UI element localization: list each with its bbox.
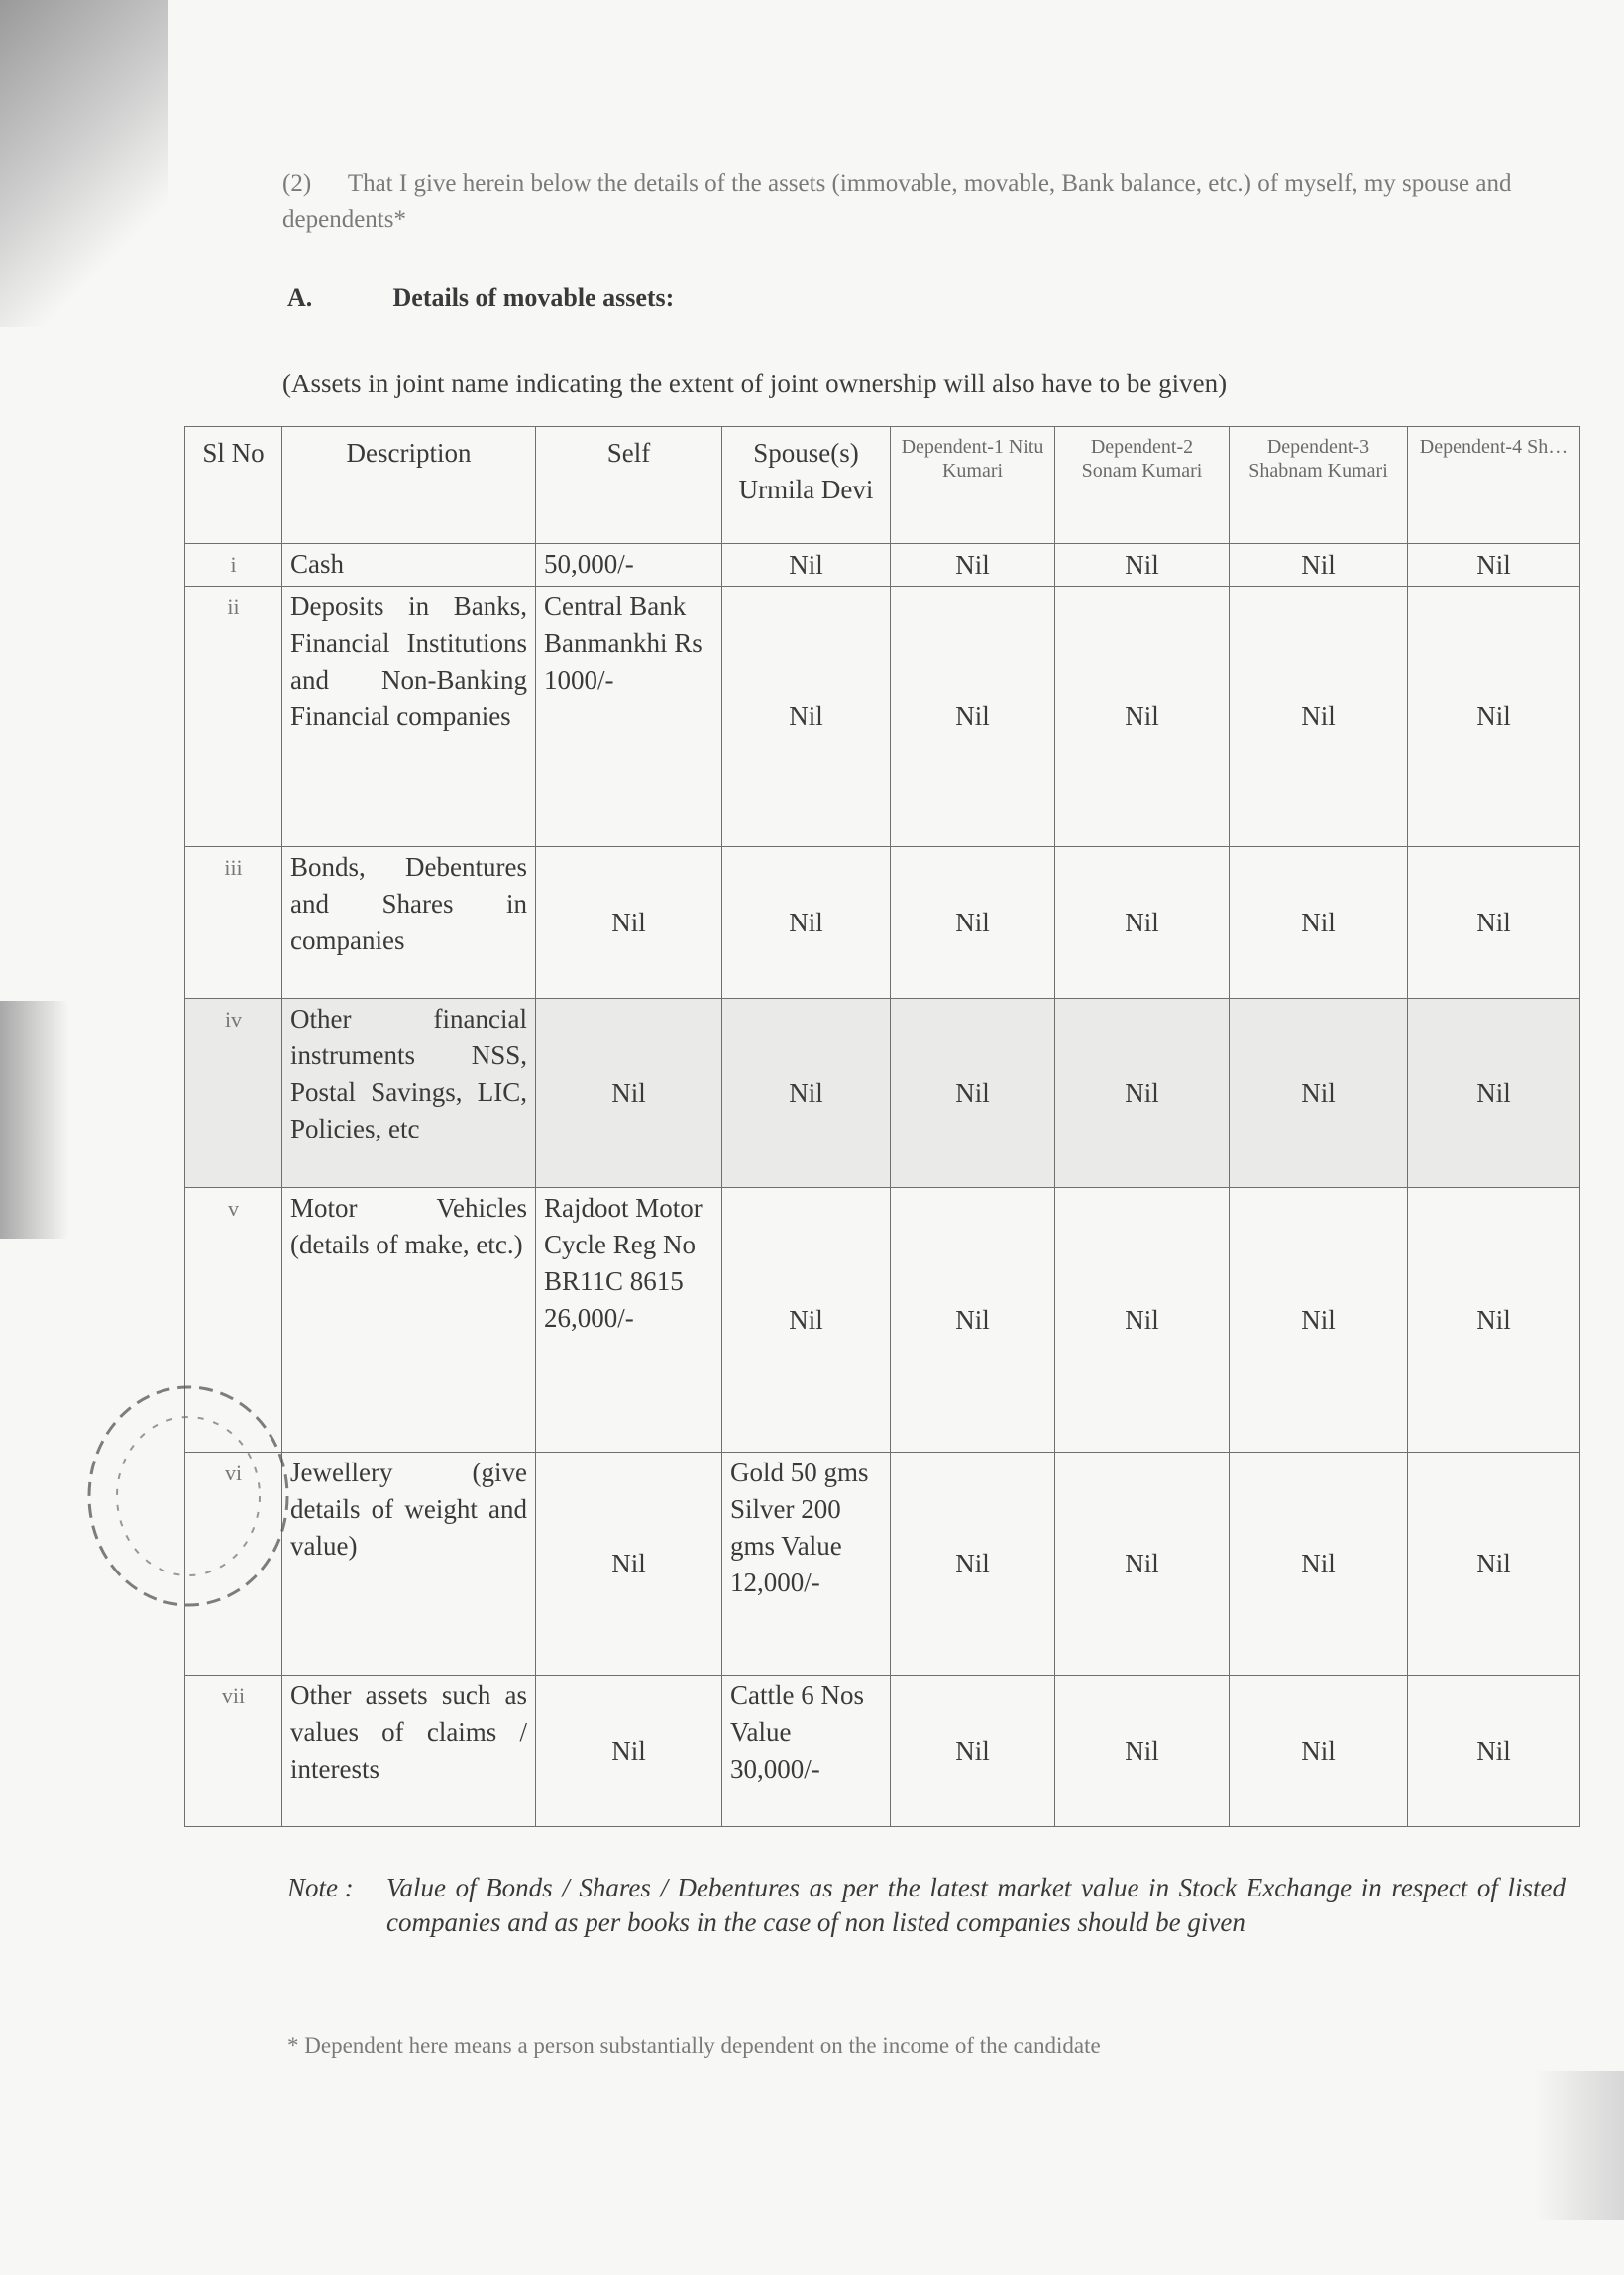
row-self: 50,000/- [536,544,722,587]
official-seal-stamp [69,1367,297,1615]
row-dependent-3: Nil [1230,1676,1408,1827]
row-self: Central Bank Banmankhi Rs 1000/- [536,587,722,847]
row-dependent-4: Nil [1408,1453,1580,1676]
row-dependent-1: Nil [891,999,1055,1188]
movable-assets-table [184,426,1580,1827]
row-description: Motor Vehicles (details of make, etc.) [282,1188,536,1453]
row-dependent-4: Nil [1408,544,1580,587]
row-dependent-3: Nil [1230,544,1408,587]
row-sl: v [185,1188,282,1453]
row-self: Nil [536,1453,722,1676]
row-dependent-1: Nil [891,847,1055,999]
row-sl: ii [185,587,282,847]
table-row [185,1676,1580,1827]
row-dependent-3: Nil [1230,847,1408,999]
row-dependent-2: Nil [1055,587,1230,847]
intro-paragraph [282,166,1561,238]
header-spouse: Spouse(s) Urmila Devi [722,427,891,544]
row-spouse: Gold 50 gms Silver 200 gms Value 12,000/- [722,1453,891,1676]
table-row [185,847,1580,999]
row-sl: vii [185,1676,282,1827]
header-dependent-4: Dependent-4 Sh… [1408,427,1580,544]
section-heading [287,283,674,313]
row-dependent-4: Nil [1408,847,1580,999]
header-dependent-2: Dependent-2 Sonam Kumari [1055,427,1230,544]
row-description: Bonds, Debentures and Shares in companies [282,847,536,999]
header-description: Description [282,427,536,544]
row-description: Other assets such as values of claims / interests [282,1676,536,1827]
scan-shadow-left [0,1001,69,1239]
row-dependent-2: Nil [1055,999,1230,1188]
table-row [185,544,1580,587]
section-letter: A. [287,283,313,312]
row-self: Nil [536,1676,722,1827]
row-description: Other financial instruments NSS, Postal Savings, LIC, Policies, etc [282,999,536,1188]
joint-ownership-note: (Assets in joint name indicating the extent of joint ownership will also have to be given) [282,369,1228,398]
scan-shadow-top-left [0,0,168,327]
header-self: Self [536,427,722,544]
dependent-footnote: * Dependent here means a person substantially dependent on the income of the candidate [287,2033,1101,2058]
row-description: Jewellery (give details of weight and value) [282,1453,536,1676]
row-sl: iv [185,999,282,1188]
row-self: Nil [536,847,722,999]
row-self: Nil [536,999,722,1188]
row-dependent-3: Nil [1230,1188,1408,1453]
header-sl: Sl No [185,427,282,544]
row-spouse: Nil [722,587,891,847]
table-row [185,1453,1580,1676]
row-dependent-3: Nil [1230,999,1408,1188]
note-block [287,1871,1566,1940]
header-dependent-1: Dependent-1 Nitu Kumari [891,427,1055,544]
row-spouse: Nil [722,544,891,587]
row-spouse: Nil [722,847,891,999]
header-dependent-3: Dependent-3 Shabnam Kumari [1230,427,1408,544]
section-title: Details of movable assets: [392,283,675,312]
row-spouse: Cattle 6 Nos Value 30,000/- [722,1676,891,1827]
table-row [185,999,1580,1188]
row-dependent-2: Nil [1055,1453,1230,1676]
row-dependent-1: Nil [891,1188,1055,1453]
row-dependent-3: Nil [1230,1453,1408,1676]
row-dependent-1: Nil [891,1453,1055,1676]
row-dependent-2: Nil [1055,847,1230,999]
row-dependent-1: Nil [891,1676,1055,1827]
intro-number: (2) [282,170,312,197]
table-row [185,1188,1580,1453]
row-dependent-2: Nil [1055,544,1230,587]
row-dependent-2: Nil [1055,1676,1230,1827]
row-dependent-2: Nil [1055,1188,1230,1453]
row-sl: i [185,544,282,587]
row-dependent-4: Nil [1408,999,1580,1188]
row-dependent-4: Nil [1408,587,1580,847]
row-sl: iii [185,847,282,999]
row-dependent-1: Nil [891,587,1055,847]
row-spouse: Nil [722,1188,891,1453]
row-description: Deposits in Banks, Financial Institutions and Non-Banking Financial companies [282,587,536,847]
row-dependent-1: Nil [891,544,1055,587]
row-sl: vi [185,1453,282,1676]
row-self: Rajdoot Motor Cycle Reg No BR11C 8615 26,000/- [536,1188,722,1453]
scan-shadow-bottom-right [1535,2071,1624,2220]
intro-text: That I give herein below the details of the assets (immovable, movable, Bank balance, etc.) of myself, my spouse and dependents* [282,170,1512,233]
table-row [185,587,1580,847]
row-dependent-4: Nil [1408,1676,1580,1827]
note-text: Value of Bonds / Shares / Debentures as per the latest market value in Stock Exchange in respect of listed companies and as per books in the case of non listed companies should be given [386,1873,1566,1937]
row-spouse: Nil [722,999,891,1188]
table-header-row [185,427,1580,544]
row-description: Cash [282,544,536,587]
row-dependent-4: Nil [1408,1188,1580,1453]
row-dependent-3: Nil [1230,587,1408,847]
note-label: Note : [287,1873,354,1902]
